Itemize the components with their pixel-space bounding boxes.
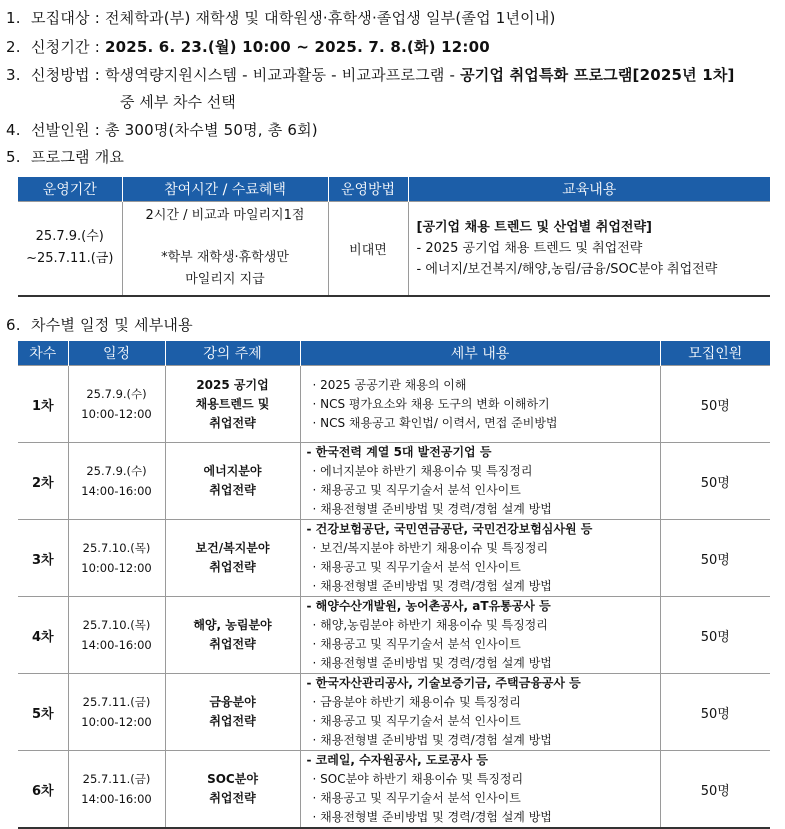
table-row bbox=[18, 520, 770, 597]
recruit-cell: 50명 bbox=[660, 674, 770, 751]
recruit-cell: 50명 bbox=[660, 597, 770, 674]
item-application-period: 2. 신청기간 : 2025. 6. 23.(월) 10:00 ~ 2025. 7. 8.(화) 12:00 bbox=[6, 38, 490, 56]
item-value: 총 300명(차수별 50명, 총 6회) bbox=[104, 121, 318, 139]
detail-cell: - 한국자산관리공사, 기술보증기금, 주택금융공사 등 · 금융분야 하반기 채용이슈 및 특징정리 · 채용공고 및 직무기술서 분석 인사이트 · 채용전형별 준비방법 및 경력/경험 설계 방법 bbox=[300, 674, 660, 751]
header-period: 운영기간 bbox=[18, 177, 122, 202]
round-cell: 3차 bbox=[18, 520, 68, 597]
date-cell: 25.7.11.(금) 14:00-16:00 bbox=[68, 751, 165, 829]
item-value: 2025. 6. 23.(월) 10:00 ~ 2025. 7. 8.(화) 12:00 bbox=[104, 38, 490, 56]
overview-time-benefit: 2시간 / 비교과 마일리지1점 *학부 재학생·휴학생만 마일리지 지급 bbox=[122, 202, 328, 296]
header-time-benefit: 참여시간 / 수료혜택 bbox=[122, 177, 328, 202]
item-application-method: 3. 신청방법 : 학생역량지원시스템 - 비교과활동 - 비교과프로그램 - 공기업 취업특화 프로그램[2025년 1차] bbox=[6, 66, 735, 84]
item-label: 선발인원 bbox=[30, 121, 90, 139]
item-number: 4. bbox=[6, 121, 21, 139]
section-schedule-title: 6. 차수별 일정 및 세부내용 bbox=[6, 316, 193, 334]
round-cell: 4차 bbox=[18, 597, 68, 674]
detail-cell: - 건강보험공단, 국민연금공단, 국민건강보험심사원 등 · 보건/복지분야 하반기 채용이슈 및 특징정리 · 채용공고 및 직무기술서 분석 인사이트 · 채용전형별 준비방법 및 경력/경험 설계 방법 bbox=[300, 520, 660, 597]
header-topic: 강의 주제 bbox=[165, 341, 300, 366]
item-value: 전체학과(부) 재학생 및 대학원생·휴학생·졸업생 일부(졸업 1년이내) bbox=[104, 9, 556, 27]
topic-cell: 2025 공기업 채용트렌드 및 취업전략 bbox=[165, 366, 300, 443]
item-label: 신청기간 bbox=[30, 38, 90, 56]
overview-period: 25.7.9.(수) ~25.7.11.(금) bbox=[18, 202, 122, 296]
item-value: 학생역량지원시스템 - 비교과활동 - 비교과프로그램 - bbox=[104, 66, 461, 84]
item-continuation: 중 세부 차수 선택 bbox=[120, 93, 236, 111]
overview-content: [공기업 채용 트렌드 및 산업별 취업전략] - 2025 공기업 채용 트렌드 및 취업전략 - 에너지/보건복지/해양,농림/금융/SOC분야 취업전략 bbox=[408, 202, 770, 296]
topic-cell: 해양, 농림분야 취업전략 bbox=[165, 597, 300, 674]
topic-cell: 에너지분야 취업전략 bbox=[165, 443, 300, 520]
round-cell: 6차 bbox=[18, 751, 68, 829]
header-content: 교육내용 bbox=[408, 177, 770, 202]
item-number: 5. bbox=[6, 148, 21, 166]
table-row bbox=[18, 366, 770, 443]
topic-cell: SOC분야 취업전략 bbox=[165, 751, 300, 829]
date-cell: 25.7.9.(수) 10:00-12:00 bbox=[68, 366, 165, 443]
recruit-cell: 50명 bbox=[660, 520, 770, 597]
item-value-bold: 공기업 취업특화 프로그램[2025년 1차] bbox=[460, 66, 735, 84]
recruit-cell: 50명 bbox=[660, 751, 770, 829]
item-number: 2. bbox=[6, 38, 21, 56]
recruit-cell: 50명 bbox=[660, 366, 770, 443]
detail-cell: - 한국전력 계열 5대 발전공기업 등 · 에너지분야 하반기 채용이슈 및 특징정리 · 채용공고 및 직무기술서 분석 인사이트 · 채용전형별 준비방법 및 경력/경험 설계 방법 bbox=[300, 443, 660, 520]
date-cell: 25.7.9.(수) 14:00-16:00 bbox=[68, 443, 165, 520]
item-label: 프로그램 개요 bbox=[30, 148, 125, 166]
date-cell: 25.7.10.(목) 14:00-16:00 bbox=[68, 597, 165, 674]
topic-cell: 보건/복지분야 취업전략 bbox=[165, 520, 300, 597]
item-number: 3. bbox=[6, 66, 21, 84]
date-cell: 25.7.11.(금) 10:00-12:00 bbox=[68, 674, 165, 751]
item-number: 1. bbox=[6, 9, 21, 27]
header-round: 차수 bbox=[18, 341, 68, 366]
detail-cell: - 코레일, 수자원공사, 도로공사 등 · SOC분야 하반기 채용이슈 및 특징정리 · 채용공고 및 직무기술서 분석 인사이트 · 채용전형별 준비방법 및 경력/경험 설계 방법 bbox=[300, 751, 660, 829]
round-cell: 5차 bbox=[18, 674, 68, 751]
overview-method: 비대면 bbox=[328, 202, 408, 296]
table-row bbox=[18, 751, 770, 829]
item-label: 모집대상 bbox=[30, 9, 90, 27]
item-target: 1. 모집대상 : 전체학과(부) 재학생 및 대학원생·휴학생·졸업생 일부(졸업 1년이내) bbox=[6, 9, 556, 27]
table-row bbox=[18, 597, 770, 674]
table-row bbox=[18, 674, 770, 751]
header-recruit: 모집인원 bbox=[660, 341, 770, 366]
detail-cell: - 해양수산개발원, 농어촌공사, aT유통공사 등 · 해양,농림분야 하반기 채용이슈 및 특징정리 · 채용공고 및 직무기술서 분석 인사이트 · 채용전형별 준비방법 및 경력/경험 설계 방법 bbox=[300, 597, 660, 674]
header-date: 일정 bbox=[68, 341, 165, 366]
overview-table bbox=[18, 177, 770, 297]
round-cell: 1차 bbox=[18, 366, 68, 443]
table-row bbox=[18, 443, 770, 520]
schedule-table bbox=[18, 341, 770, 829]
item-program-overview bbox=[6, 146, 124, 167]
header-detail: 세부 내용 bbox=[300, 341, 660, 366]
recruit-cell: 50명 bbox=[660, 443, 770, 520]
header-method: 운영방법 bbox=[328, 177, 408, 202]
topic-cell: 금융분야 취업전략 bbox=[165, 674, 300, 751]
date-cell: 25.7.10.(목) 10:00-12:00 bbox=[68, 520, 165, 597]
item-label: 신청방법 bbox=[30, 66, 90, 84]
round-cell: 2차 bbox=[18, 443, 68, 520]
item-selection-count: 4. 선발인원 : 총 300명(차수별 50명, 총 6회) bbox=[6, 121, 318, 139]
detail-cell: · 2025 공공기관 채용의 이해 · NCS 평가요소와 채용 도구의 변화 이해하기 · NCS 채용공고 확인법/ 이력서, 면접 준비방법 bbox=[300, 366, 660, 443]
